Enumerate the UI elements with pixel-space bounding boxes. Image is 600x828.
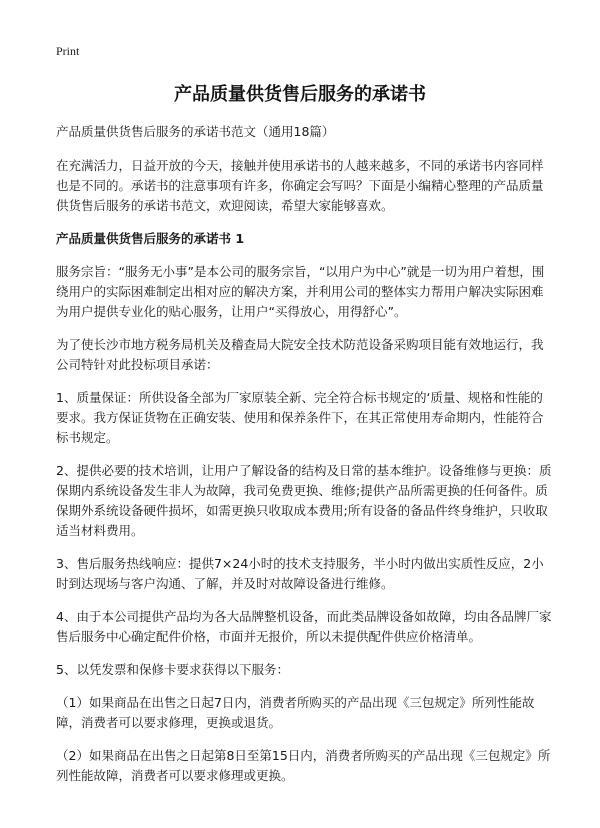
print-label: Print <box>56 44 80 58</box>
document-subtitle: 产品质量供货售后服务的承诺书范文（通用18篇） <box>56 124 335 139</box>
paragraph-15-day-policy: （2）如果商品在出售之日起第8日至第15日内，消费者所购买的产品出现《三包规定》所列性能故障，消费者可以要求修理或更换。 <box>56 748 551 783</box>
paragraph-project-commitment: 为了使长沙市地方税务局机关及稽查局大院安全技术防范设备采购项目能有效地运行，我公司特针对此投标项目承诺： <box>56 337 544 372</box>
section-heading: 产品质量供货售后服务的承诺书 1 <box>56 231 245 246</box>
intro-paragraph: 在充满活力，日益开放的今天，接触并使用承诺书的人越来越多，不同的承诺书内容同样也是不同的。承诺书的注意事项有许多，你确定会写吗？下面是小编精心整理的产品质量供货售后服务的承诺书范文，欢迎阅读，希望大家能够喜欢。 <box>56 158 544 213</box>
document-title: 产品质量供货售后服务的承诺书 <box>174 84 426 105</box>
paragraph-parts-pricing: 4、由于本公司提供产品均为各大品牌整机设备，而此类品牌设备如故障，均由各品牌厂家售后服务中心确定配件价格，市面并无报价，所以未提供配件供应价格清单。 <box>56 609 552 644</box>
paragraph-service-hotline: 3、售后服务热线响应：提供7×24小时的技术支持服务，半小时内做出实质性反应，2小时到达现场与客户沟通、了解，并及时对故障设备进行维修。 <box>56 556 544 591</box>
paragraph-service-purpose: 服务宗旨：“服务无小事”是本公司的服务宗旨，“以用户为中心”就是一切为用户着想，围绕用户的实际困难制定出相对应的解决方案，并利用公司的整体实力帮用户解决实际困难为用户提供专业化的贴心服务，让用户“买得放心，用得舒心”。 <box>56 264 545 319</box>
paragraph-7-day-policy: （1）如果商品在出售之日起7日内，消费者所购买的产品出现《三包规定》所列性能故障，消费者可以要求修理，更换或退货。 <box>56 695 535 730</box>
paragraph-invoice-services: 5、以凭发票和保修卡要求获得以下服务： <box>56 662 289 677</box>
paragraph-technical-training: 2、提供必要的技术培训，让用户了解设备的结构及日常的基本维护。设备维修与更换：质保期内系统设备发生非人为故障，我司免费更换、维修;提供产品所需更换的任何备件。质保期外系统设备硬件损坏，如需更换只收取成本费用;所有设备的备品件终身维护，只收取适当材料费用。 <box>56 463 552 538</box>
document-body <box>56 122 554 799</box>
paragraph-quality-guarantee: 1、质量保证：所供设备全部为厂家原装全新、完全符合标书规定的‘质量、规格和性能的要求。我方保证货物在正确安装、使用和保养条件下，在其正常使用寿命期内，性能符合标书规定。 <box>56 390 544 445</box>
